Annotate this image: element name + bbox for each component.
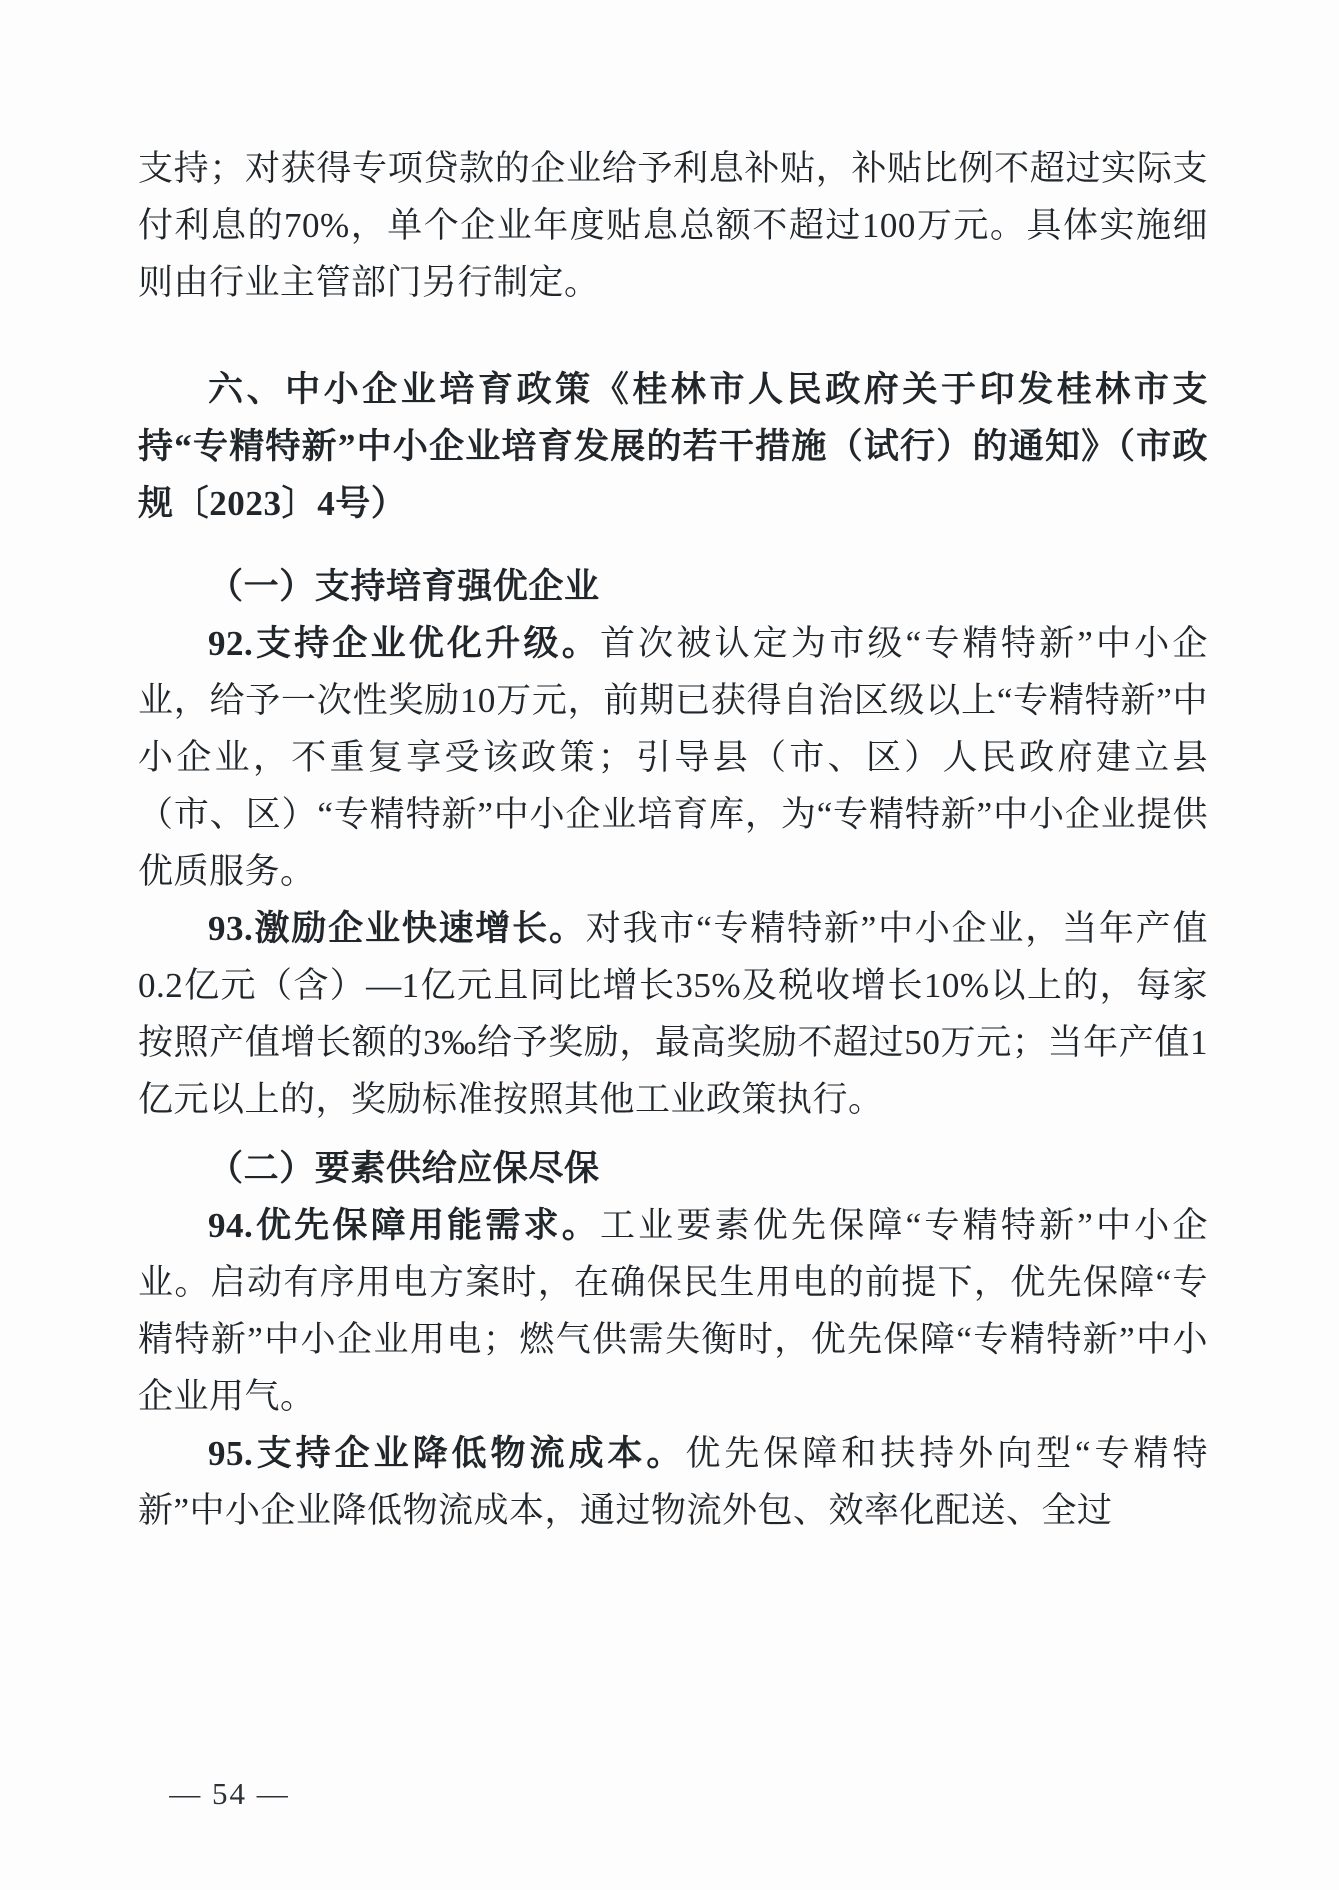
spacer (138, 311, 1208, 333)
item-number: 95. (208, 1434, 254, 1473)
item-number: 93. (208, 909, 254, 948)
list-item-93 (138, 900, 1208, 1128)
page-footer (0, 1776, 1339, 1812)
item-text: 工业要素优先保障“专精特新”中小企业。启动有序用电方案时，在确保民生用电的前提下，优先保障“专精特新”中小企业用电；燃气供需失衡时，优先保障“专精特新”中小企业用气。 (138, 1206, 1208, 1416)
page-content (138, 140, 1208, 1539)
item-lead: 支持企业降低物流成本。 (253, 1434, 686, 1473)
item-text: 首次被认定为市级“专精特新”中小企业，给予一次性奖励10万元，前期已获得自治区级以上“专精特新”中小企业，不重复享受该政策；引导县（市、区）人民政府建立县（市、区）“专精特新”中小企业培育库，为“专精特新”中小企业提供优质服务。 (138, 624, 1208, 891)
item-number: 92. (208, 624, 254, 663)
paragraph-continuation: 支持；对获得专项贷款的企业给予利息补贴，补贴比例不超过实际支付利息的70%，单个企业年度贴息总额不超过100万元。具体实施细则由行业主管部门另行制定。 (138, 149, 1208, 302)
page-number: — 54 — (169, 1776, 290, 1811)
item-lead: 激励企业快速增长。 (253, 909, 586, 948)
section-heading-six: 六、中小企业培育政策《桂林市人民政府关于印发桂林市支持“专精特新”中小企业培育发展的若干措施（试行）的通知》（市政规〔2023〕4号） (138, 370, 1208, 523)
item-number: 94. (208, 1206, 254, 1245)
item-lead: 优先保障用能需求。 (253, 1206, 600, 1245)
item-lead: 支持企业优化升级。 (253, 624, 600, 663)
list-item-92 (138, 615, 1208, 900)
list-item-94 (138, 1197, 1208, 1425)
spacer (138, 532, 1208, 546)
item-text: 对我市“专精特新”中小企业，当年产值0.2亿元（含）—1亿元且同比增长35%及税收增长10%以上的，每家按照产值增长额的3‰给予奖励，最高奖励不超过50万元；当年产值1亿元以上的，奖励标准按照其他工业政策执行。 (138, 909, 1208, 1119)
item-text: 优先保障和扶持外向型“专精特新”中小企业降低物流成本，通过物流外包、效率化配送、全过 (138, 1434, 1208, 1530)
subsection-heading-two: （二）要素供给应保尽保 (208, 1149, 600, 1188)
list-item-95 (138, 1425, 1208, 1539)
subsection-heading-one: （一）支持培育强优企业 (208, 567, 600, 606)
